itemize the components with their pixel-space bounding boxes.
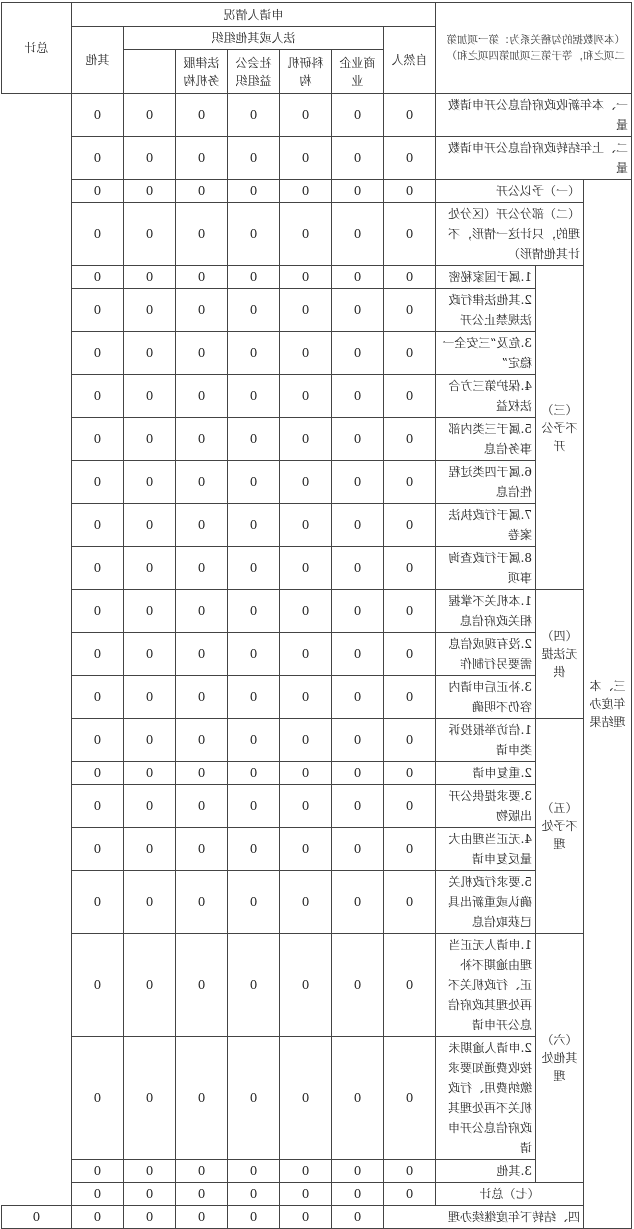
- cell: 0: [331, 266, 383, 289]
- cell: 0: [123, 785, 175, 828]
- cell: 0: [227, 504, 279, 547]
- row-label: 2.重复申请: [435, 762, 535, 785]
- row-label: （七）总计: [435, 1183, 583, 1206]
- cell: 0: [279, 375, 331, 418]
- cell: 0: [123, 719, 175, 762]
- cell: 0: [227, 1183, 279, 1206]
- cell: 0: [227, 418, 279, 461]
- legal-service-header: 法律服务机构: [175, 50, 227, 94]
- row-label: 5.要求行政机关确认或重新出具已获取信息: [435, 871, 535, 934]
- cell: 0: [227, 934, 279, 1037]
- table-row: [1, 203, 631, 266]
- cell: 0: [123, 461, 175, 504]
- cell: 0: [123, 137, 175, 180]
- cell: 0: [175, 828, 227, 871]
- cell: 0: [227, 1206, 279, 1229]
- cell: 0: [71, 633, 123, 676]
- cell: 0: [71, 719, 123, 762]
- cell: 0: [331, 332, 383, 375]
- cell: 0: [227, 828, 279, 871]
- cell: 0: [279, 332, 331, 375]
- cell: 0: [123, 1183, 175, 1206]
- cell: 0: [331, 590, 383, 633]
- cell: 0: [331, 719, 383, 762]
- cell: 0: [383, 504, 435, 547]
- cell: 0: [175, 1183, 227, 1206]
- cell: 0: [71, 289, 123, 332]
- cell: 0: [123, 934, 175, 1037]
- cell: 0: [71, 203, 123, 266]
- cell: 0: [279, 1206, 331, 1229]
- cell: 0: [175, 418, 227, 461]
- row-label: 一、本年新收政府信息公开申请数量: [435, 94, 631, 137]
- section3-label: 三、本年度办理结果: [584, 180, 632, 1229]
- cell: 0: [331, 676, 383, 719]
- table-row: [1, 719, 631, 762]
- cell: 0: [175, 762, 227, 785]
- cell: 0: [331, 762, 383, 785]
- cell: 0: [71, 461, 123, 504]
- table-row: [1, 1183, 631, 1206]
- cell: 0: [279, 676, 331, 719]
- cell: 0: [123, 180, 175, 203]
- other-header: 其他: [71, 27, 123, 94]
- cell: 0: [279, 719, 331, 762]
- cell: 0: [331, 94, 383, 137]
- natural-person-header: 自然人: [383, 27, 435, 94]
- mirrored-page: [0, 2, 634, 1224]
- cell: 0: [279, 590, 331, 633]
- table-row: [1, 180, 631, 203]
- cell: 0: [279, 828, 331, 871]
- cell: 0: [175, 332, 227, 375]
- commercial-header: 商业企业: [331, 50, 383, 94]
- cell: 0: [123, 547, 175, 590]
- cell: 0: [383, 785, 435, 828]
- cell: 0: [123, 590, 175, 633]
- group-label: （五）不予处理: [536, 719, 584, 934]
- cell: 0: [331, 828, 383, 871]
- cell: 0: [331, 1037, 383, 1160]
- cell: 0: [175, 719, 227, 762]
- cell: 0: [383, 137, 435, 180]
- cell: 0: [123, 1206, 175, 1229]
- cell: 0: [383, 633, 435, 676]
- cell: 0: [383, 180, 435, 203]
- cell: 0: [227, 266, 279, 289]
- cell: 0: [175, 266, 227, 289]
- cell: 0: [331, 504, 383, 547]
- cell: 0: [383, 762, 435, 785]
- cell: 0: [383, 375, 435, 418]
- cell: 0: [227, 289, 279, 332]
- cell: 0: [331, 1183, 383, 1206]
- row-label: （一）予以公开: [435, 180, 583, 203]
- cell: 0: [227, 180, 279, 203]
- cell: 0: [383, 590, 435, 633]
- cell: 0: [71, 180, 123, 203]
- cell: 0: [227, 785, 279, 828]
- cell: 0: [383, 461, 435, 504]
- cell: 0: [279, 289, 331, 332]
- cell: 0: [175, 94, 227, 137]
- cell: 0: [123, 633, 175, 676]
- cell: 0: [279, 203, 331, 266]
- row-label: 3.危及“三安全一稳定”: [435, 332, 535, 375]
- cell: 0: [175, 633, 227, 676]
- cell: 0: [227, 719, 279, 762]
- group-label: （四）无法提供: [536, 590, 584, 719]
- row-label: 6.属于四类过程性信息: [435, 461, 535, 504]
- row-label: 4.无正当理由大量反复申请: [435, 828, 535, 871]
- table-row: [1, 94, 631, 137]
- cell: 0: [279, 871, 331, 934]
- cell: 0: [123, 289, 175, 332]
- cell: 0: [175, 461, 227, 504]
- cell: 0: [123, 762, 175, 785]
- research-header: 科研机构: [279, 50, 331, 94]
- cell: 0: [331, 180, 383, 203]
- cell: 0: [71, 266, 123, 289]
- row-label: 8.属于行政查询事项: [435, 547, 535, 590]
- cell: 0: [227, 375, 279, 418]
- cell: 0: [175, 137, 227, 180]
- cell: 0: [383, 332, 435, 375]
- cell: 0: [279, 1183, 331, 1206]
- cell: 0: [71, 332, 123, 375]
- cell: 0: [227, 203, 279, 266]
- cell: 0: [175, 504, 227, 547]
- cell: 0: [383, 871, 435, 934]
- cell: 0: [71, 828, 123, 871]
- cell: 0: [123, 94, 175, 137]
- cell: 0: [175, 547, 227, 590]
- cell: 0: [71, 547, 123, 590]
- cell: 0: [175, 590, 227, 633]
- cell: 0: [175, 203, 227, 266]
- cell: 0: [383, 1037, 435, 1160]
- cell: 0: [227, 332, 279, 375]
- foi-statistics-table: [1, 2, 632, 1229]
- cell: 0: [1, 1206, 71, 1229]
- cell: 0: [175, 1037, 227, 1160]
- cell: 0: [279, 418, 331, 461]
- table-row: [1, 137, 631, 180]
- cell: 0: [331, 203, 383, 266]
- cell: 0: [227, 94, 279, 137]
- table-row: [1, 1206, 631, 1229]
- cell: 0: [175, 934, 227, 1037]
- social-welfare-header: 社会公益组织: [227, 50, 279, 94]
- cell: 0: [227, 461, 279, 504]
- total-header: 总计: [1, 3, 71, 94]
- cell: 0: [331, 934, 383, 1037]
- cell: 0: [279, 266, 331, 289]
- cell: 0: [71, 1160, 123, 1183]
- cell: 0: [175, 180, 227, 203]
- row-label: 3.其他: [435, 1160, 535, 1183]
- row-label: 3.要求提供公开出版物: [435, 785, 535, 828]
- cell: 0: [71, 504, 123, 547]
- row-label: 3.补正后申请内容仍不明确: [435, 676, 535, 719]
- cell: 0: [71, 762, 123, 785]
- cell: 0: [383, 547, 435, 590]
- cell: 0: [279, 1037, 331, 1160]
- cell: 0: [383, 418, 435, 461]
- group-label: （三）不予公开: [536, 266, 584, 590]
- cell: 0: [71, 590, 123, 633]
- cell: 0: [383, 1183, 435, 1206]
- cell: 0: [227, 1160, 279, 1183]
- cell: 0: [279, 461, 331, 504]
- cell: 0: [123, 676, 175, 719]
- cell: 0: [279, 785, 331, 828]
- cell: 0: [71, 1037, 123, 1160]
- cell: 0: [71, 418, 123, 461]
- cell: 0: [383, 289, 435, 332]
- cell: 0: [175, 1160, 227, 1183]
- cell: 0: [71, 676, 123, 719]
- cell: 0: [71, 137, 123, 180]
- cell: 0: [279, 934, 331, 1037]
- cell: 0: [279, 762, 331, 785]
- cell: 0: [175, 1206, 227, 1229]
- table-row: [1, 266, 631, 289]
- row-label: 2.没有现成信息需要另行制作: [435, 633, 535, 676]
- cell: 0: [71, 1206, 123, 1229]
- row-label: 5.属于三类内部事务信息: [435, 418, 535, 461]
- cell: 0: [71, 375, 123, 418]
- cell: 0: [279, 547, 331, 590]
- cell: 0: [279, 137, 331, 180]
- cell: 0: [71, 934, 123, 1037]
- cell: 0: [227, 871, 279, 934]
- cell: 0: [383, 94, 435, 137]
- cell: 0: [279, 94, 331, 137]
- cell: 0: [227, 633, 279, 676]
- cell: 0: [71, 94, 123, 137]
- row-label: 四、结转下年度继续办理: [383, 1206, 583, 1229]
- cell: 0: [383, 1160, 435, 1183]
- cell: 0: [331, 547, 383, 590]
- row-label: 1.申请人无正当理由逾期不补正、行政机关不再处理其政府信息公开申请: [435, 934, 535, 1037]
- cell: 0: [383, 719, 435, 762]
- legal-entity-header: 法人或其他组织: [123, 27, 383, 50]
- cell: 0: [123, 418, 175, 461]
- cell: 0: [123, 1037, 175, 1160]
- cell: 0: [383, 934, 435, 1037]
- cell: 0: [227, 547, 279, 590]
- cell: 0: [227, 137, 279, 180]
- group-label: （六）其他处理: [536, 934, 584, 1183]
- cell: 0: [331, 1206, 383, 1229]
- cell: 0: [331, 289, 383, 332]
- cell: 0: [331, 375, 383, 418]
- cell: 0: [175, 375, 227, 418]
- cell: 0: [279, 1160, 331, 1183]
- cell: 0: [331, 418, 383, 461]
- cell: 0: [331, 1160, 383, 1183]
- cell: 0: [383, 266, 435, 289]
- cell: 0: [279, 504, 331, 547]
- cell: 0: [123, 332, 175, 375]
- table-row: [1, 590, 631, 633]
- cell: 0: [123, 375, 175, 418]
- cell: 0: [123, 504, 175, 547]
- cell: 0: [175, 676, 227, 719]
- cell: 0: [123, 266, 175, 289]
- row-label: 1.本机关不掌握相关政府信息: [435, 590, 535, 633]
- row-label: 1.信访举报投诉类申请: [435, 719, 535, 762]
- cell: 0: [331, 137, 383, 180]
- row-label: 4.保护第三方合法权益: [435, 375, 535, 418]
- row-label: 2.申请人逾期未按收费通知要求缴纳费用、行政机关不再处理其政府信息公开申请: [435, 1037, 535, 1160]
- cell: 0: [383, 676, 435, 719]
- cell: 0: [279, 180, 331, 203]
- cell: 0: [175, 785, 227, 828]
- cell: 0: [383, 828, 435, 871]
- row-label: 1.属于国家秘密: [435, 266, 535, 289]
- cell: 0: [383, 203, 435, 266]
- row-label: 二、上年结转政府信息公开申请数量: [435, 137, 631, 180]
- cell: 0: [123, 871, 175, 934]
- applicant-situation-header: 申请人情况: [71, 3, 435, 27]
- cell: 0: [123, 203, 175, 266]
- header-note: （本列数据的勾稽关系为：第一项加第二项之和，等于第三项加第四项之和）: [435, 3, 631, 94]
- row-label: 2.其他法律行政法规禁止公开: [435, 289, 535, 332]
- cell: 0: [123, 828, 175, 871]
- row-label: （二）部分公开（区分处理的，只计这一情形，不计其他情形）: [435, 203, 583, 266]
- cell: 0: [227, 590, 279, 633]
- cell: 0: [123, 1160, 175, 1183]
- cell: 0: [71, 1183, 123, 1206]
- cell: 0: [71, 785, 123, 828]
- cell: 0: [227, 676, 279, 719]
- row-label: 7.属于行政执法案卷: [435, 504, 535, 547]
- cell: 0: [331, 461, 383, 504]
- cell: 0: [175, 871, 227, 934]
- cell: 0: [279, 633, 331, 676]
- cell: 0: [331, 633, 383, 676]
- cell: 0: [175, 289, 227, 332]
- cell: 0: [227, 762, 279, 785]
- cell: 0: [331, 871, 383, 934]
- cell: 0: [227, 1037, 279, 1160]
- cell: 0: [71, 871, 123, 934]
- table-row: [1, 934, 631, 1037]
- cell: 0: [331, 785, 383, 828]
